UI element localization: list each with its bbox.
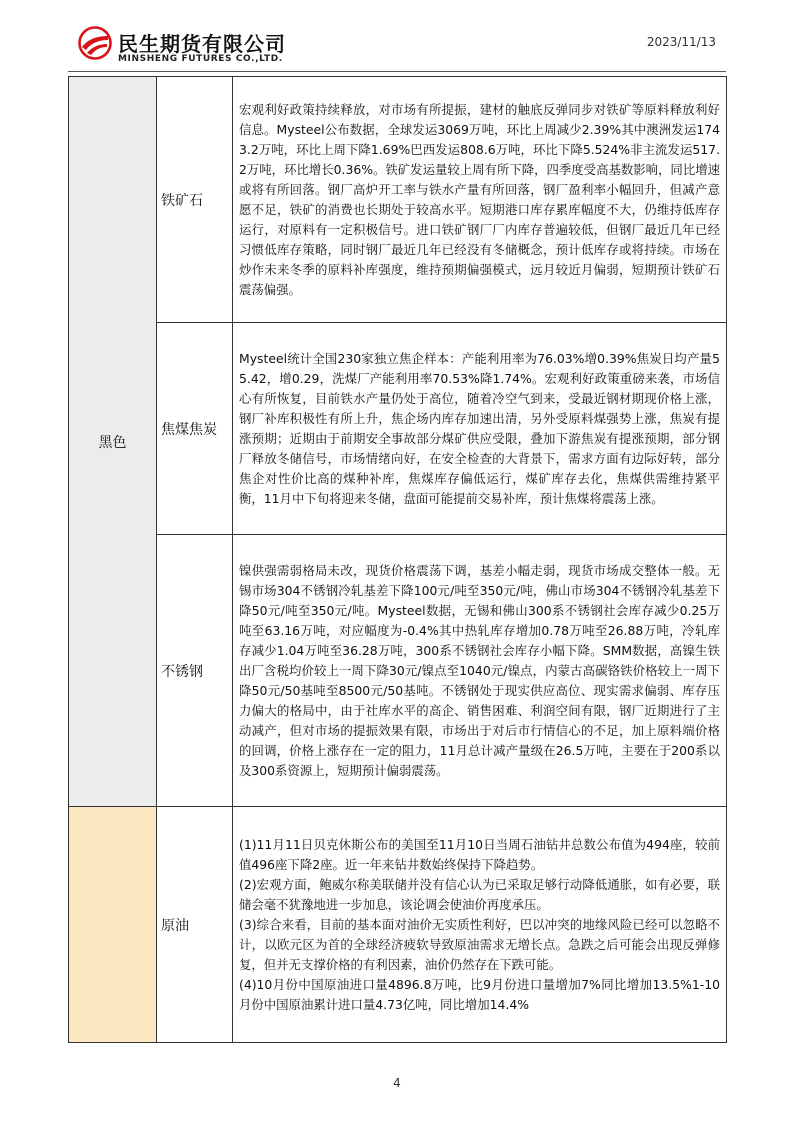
- commodity-text-coke: Mysteel统计全国230家独立焦企样本：产能利用率为76.03%增0.39%焦炭日均产量55.42，增0.29，洗煤厂产能利用率70.53%降1.74%。宏观利好政策重磅来袭，市场信心有所恢复，目前铁水产量仍处于高位，随着冷空气到来，受最近钢材期现价格上涨，钢厂补库积极性有所上升，焦企场内库存加速出清，另外受原料煤强势上涨，焦炭有提涨预期；近期由于前期安全事故部分煤矿供应受限，叠加下游焦炭有提涨预期，部分钢厂释放冬储信号，市场情绪向好，在安全检查的大背景下，需求方面有边际好转，部分焦企对性价比高的煤种补库，焦煤库存偏低运行，煤矿库存去化，焦煤供需维持紧平衡，11月中下旬将迎来冬储，盘面可能提前交易补库，预计焦煤将震荡上涨。: [233, 323, 727, 535]
- table-row: [69, 807, 727, 1043]
- commodity-text-stainless: 镍供强需弱格局未改，现货价格震荡下调，基差小幅走弱，现货市场成交整体一般。无锡市场304不锈钢冷轧基差下降100元/吨至350元/吨，佛山市场304不锈钢冷轧基差下降50元/吨至350元/吨。Mysteel数据，无锡和佛山300系不锈钢社会库存减少0.25万吨至63.16万吨，对应幅度为-0.4%其中热轧库存增加0.78万吨至26.88万吨，冷轧库存减少1.04万吨至36.28万吨，300系不锈钢社会库存小幅下降。SMM数据，高镍生铁出厂含税均价较上一周下降30元/镍点至1040元/镍点，内蒙古高碳铬铁价格较上一周下降50元/50基吨至8500元/50基吨。不锈钢处于现实供应高位、现实需求偏弱、库存压力偏大的格局中，由于社库水平的高企、销售困难、利润空间有限，钢厂近期进行了主动减产，但对市场的提振效果有限，市场出于对后市行情信心的不足，加上原料端价格的回调，价格上涨存在一定的阻力，11月总计减产量级在26.5万吨，主要在于200系以及300系资源上，短期预计偏弱震荡。: [233, 535, 727, 807]
- commodity-table: [68, 76, 727, 1043]
- crude-paragraph-3: (3)综合来看，目前的基本面对油价无实质性利好，巴以冲突的地缘风险已经可以忽略不计，以欧元区为首的全球经济疲软导致原油需求无增长点。急跌之后可能会出现反弹修复，但并无支撑价格的有利因素，油价仍然存在下跌可能。: [239, 917, 720, 972]
- company-name-cn: 民生期货有限公司: [118, 32, 286, 56]
- page-number: 4: [393, 1076, 401, 1090]
- page-header: [0, 0, 794, 72]
- table-row: [69, 323, 727, 535]
- category-cell-black: 黑色: [69, 77, 157, 807]
- category-cell-energy: [69, 807, 157, 1043]
- commodity-text-iron-ore: 宏观利好政策持续释放，对市场有所提振，建材的触底反弹同步对铁矿等原料释放利好信息。Mysteel公布数据，全球发运3069万吨，环比上周减少2.39%其中澳洲发运1743.2万吨，环比上周下降1.69%巴西发运808.6万吨，环比下降5.524%非主流发运517.2万吨，环比增长0.36%。铁矿发运量较上周有所下降，四季度受高基数影响，同比增速或将有所回落。钢厂高炉开工率与铁水产量有所回落，钢厂盈利率小幅回升，但减产意愿不足，铁矿的消费也长期处于较高水平。短期港口库存累库幅度不大，仍维持低库存运行，对原料有一定积极信号。进口铁矿钢厂厂内库存普遍较低，但钢厂最近几年已经习惯低库存策略，同时钢厂最近几年已经没有冬储概念，预计低库存或将持续。市场在炒作未来冬季的原料补库强度，维持预期偏强模式，远月较近月偏弱，短期预计铁矿石震荡偏强。: [233, 77, 727, 323]
- company-name-en: MINSHENG FUTURES CO.,LTD.: [118, 54, 283, 64]
- table-row: [69, 535, 727, 807]
- minsheng-logo-icon: [78, 26, 112, 60]
- commodity-name-iron-ore: 铁矿石: [157, 77, 233, 323]
- table-row: [69, 77, 727, 323]
- report-date: 2023/11/13: [646, 35, 716, 49]
- commodity-text-crude: [233, 807, 727, 1043]
- crude-paragraph-1: (1)11月11日贝克休斯公布的美国至11月10日当周石油钻井总数公布值为494座，较前值496座下降2座。近一年来钻井数始终保持下降趋势。: [239, 837, 720, 872]
- header-divider: [68, 71, 726, 72]
- crude-paragraph-4: (4)10月份中国原油进口量4896.8万吨，比9月份进口量增加7%同比增加13.5%1-10月份中国原油累计进口量4.73亿吨，同比增加14.4%: [239, 977, 720, 1012]
- commodity-name-coke: 焦煤焦炭: [157, 323, 233, 535]
- commodity-name-stainless: 不锈钢: [157, 535, 233, 807]
- crude-paragraph-2: (2)宏观方面，鲍威尔称美联储并没有信心认为已采取足够行动降低通胀，如有必要，联储会毫不犹豫地进一步加息，该论调会使油价再度承压。: [239, 877, 720, 912]
- commodity-name-crude: 原油: [157, 807, 233, 1043]
